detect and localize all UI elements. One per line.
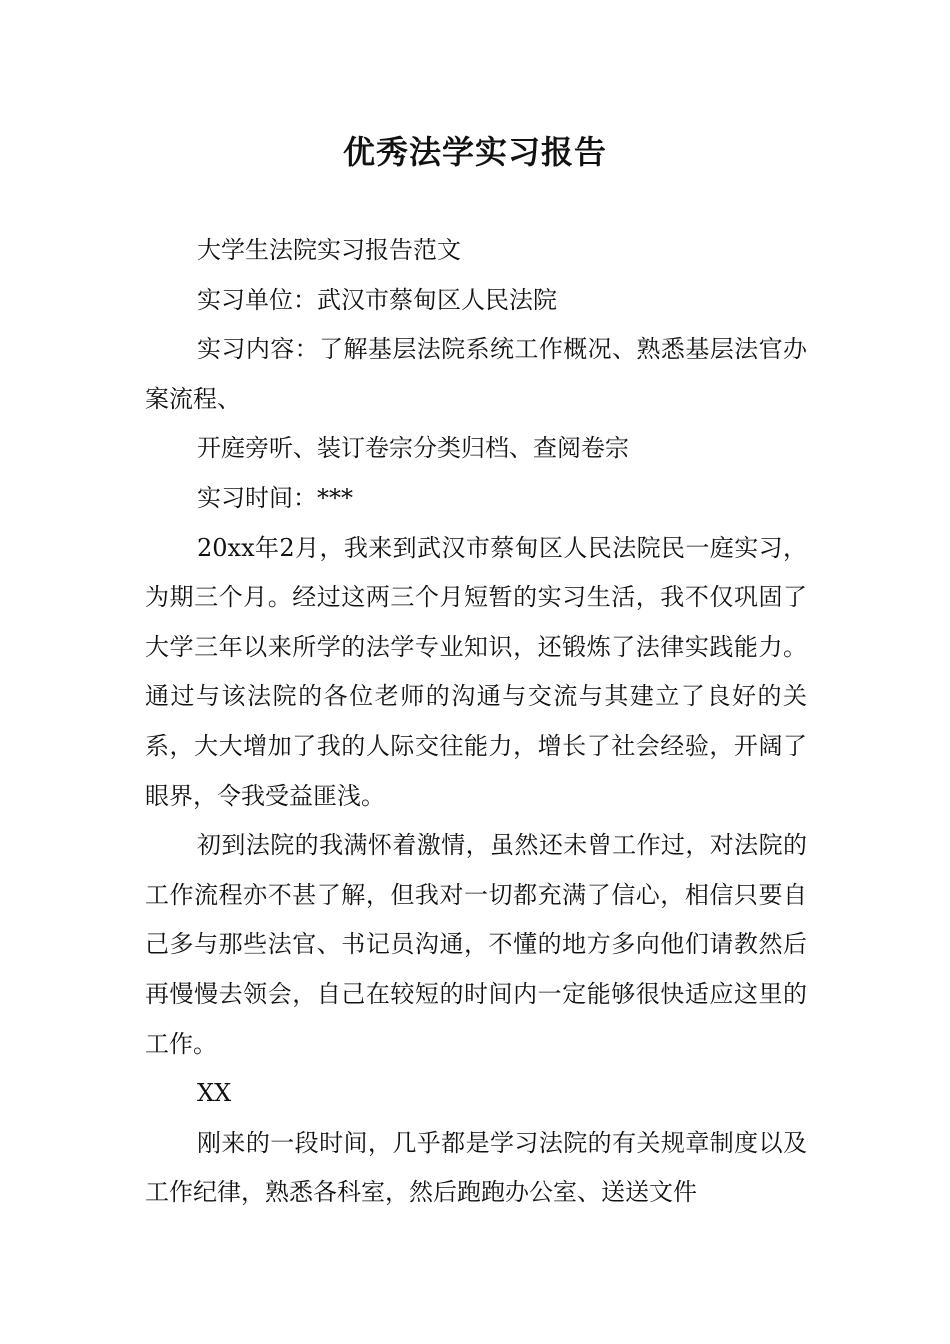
paragraph-internship-content: 实习内容：了解基层法院系统工作概况、熟悉基层法官办案流程、 <box>145 335 807 413</box>
document-body <box>145 226 807 1218</box>
paragraph-subtitle: 大学生法院实习报告范文 <box>197 236 461 264</box>
paragraph-section-marker: XX <box>197 1079 232 1108</box>
paragraph-early-period: 刚来的一段时间，几乎都是学习法院的有关规章制度以及工作纪律，熟悉各科室，然后跑跑办公室、送送文件 <box>145 1128 807 1207</box>
paragraph-intro: 20xx年2月，我来到武汉市蔡甸区人民法院民一庭实习，为期三个月。经过这两三个月短暂的实习生活，我不仅巩固了大学三年以来所学的法学专业知识，还锻炼了法律实践能力。通过与该法院的各位老师的沟通与交流与其建立了良好的关系，大大增加了我的人际交往能力，增长了社会经验，开阔了眼界，令我受益匪浅。 <box>145 533 807 810</box>
document-title: 优秀法学实习报告 <box>342 133 607 171</box>
paragraph-internship-time: 实习时间：*** <box>197 483 353 512</box>
paragraph-first-arrival: 初到法院的我满怀着激情，虽然还未曾工作过，对法院的工作流程亦不甚了解，但我对一切都充满了信心，相信只要自己多与那些法官、书记员沟通，不懂的地方多向他们请教然后再慢慢去领会，自己在较短的时间内一定能够很快适应这里的工作。 <box>145 831 807 1058</box>
paragraph-internship-content-continued: 开庭旁听、装订卷宗分类归档、查阅卷宗 <box>197 434 629 463</box>
paragraph-internship-unit: 实习单位：武汉市蔡甸区人民法院 <box>197 285 557 314</box>
